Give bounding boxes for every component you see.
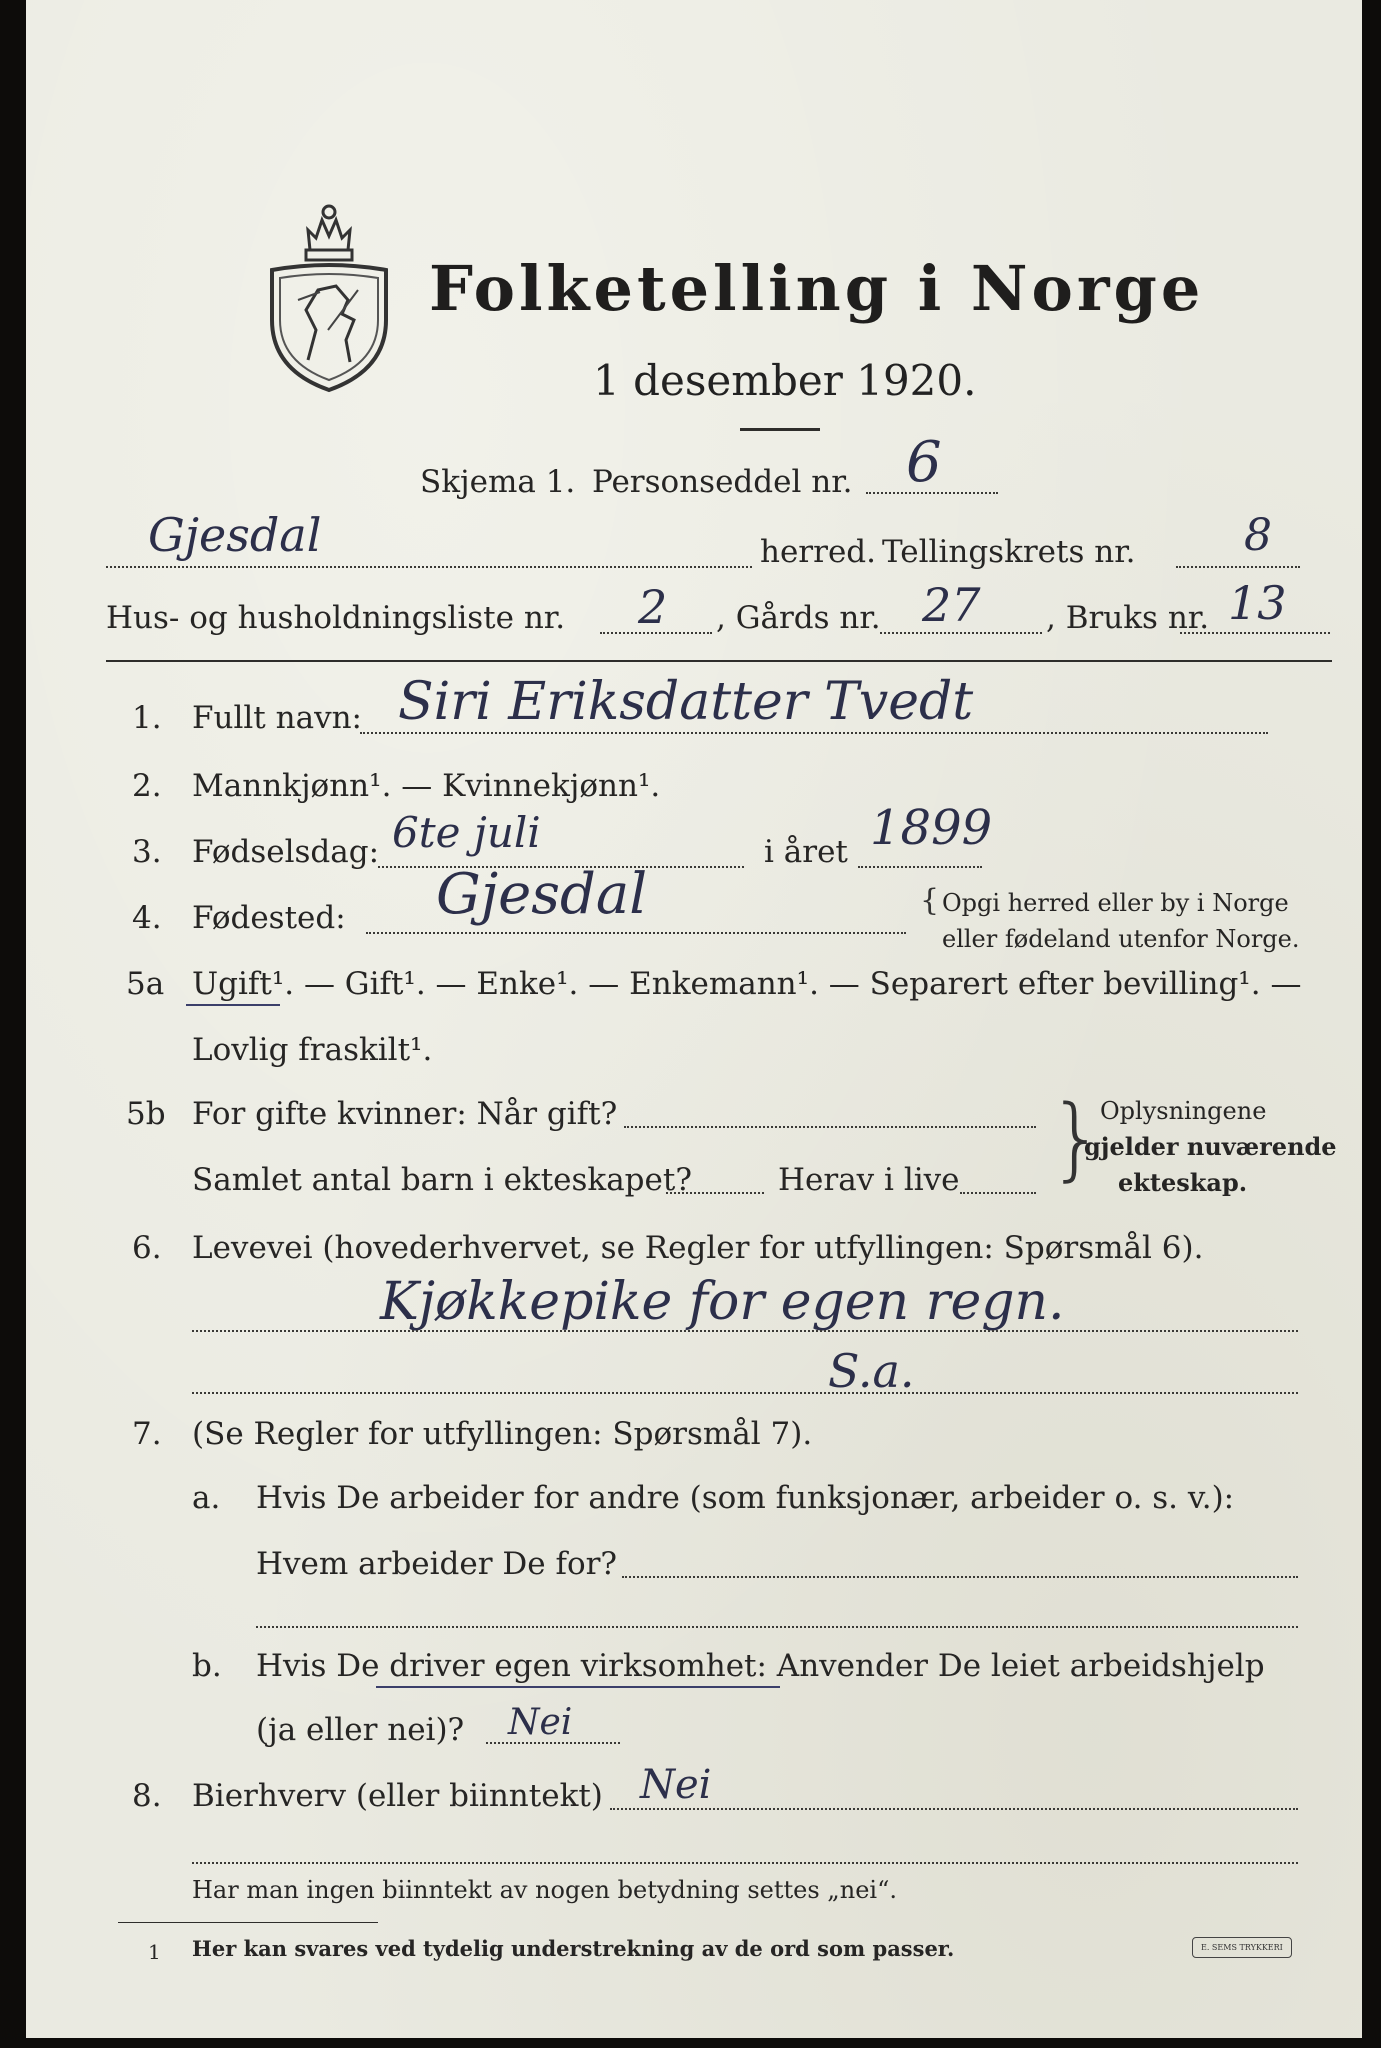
census-form-page xyxy=(26,0,1362,2038)
q3-label: Fødselsdag: xyxy=(192,834,380,870)
form-title: Folketelling i Norge xyxy=(429,252,1205,325)
q5b-note-line1: Oplysningene xyxy=(1100,1097,1267,1125)
q4-note-line1: Opgi herred eller by i Norge xyxy=(942,889,1289,917)
q5b-note-line2: gjelder nuværende xyxy=(1084,1132,1337,1161)
husliste-label: Hus- og husholdningsliste nr. xyxy=(106,600,566,636)
year-label: i året xyxy=(764,834,848,870)
birth-year-value: 1899 xyxy=(870,800,993,856)
birthplace-field[interactable] xyxy=(366,932,906,934)
side-income-field[interactable] xyxy=(610,1808,1298,1810)
q4-note-brace: { xyxy=(920,883,940,918)
birth-year-field[interactable] xyxy=(858,866,982,868)
coat-of-arms-icon xyxy=(258,190,400,400)
herred-field[interactable] xyxy=(106,566,752,568)
bruks-value: 13 xyxy=(1228,576,1287,630)
census-date: 1 desember 1920. xyxy=(593,356,977,405)
title-divider xyxy=(740,428,820,431)
egen-virksomhet-underline xyxy=(376,1686,780,1688)
q4-note-line2: eller fødeland utenfor Norge. xyxy=(942,925,1300,953)
q5b-alive-label: Herav i live xyxy=(778,1162,960,1198)
birthplace-value: Gjesdal xyxy=(436,862,648,927)
gards-label: , Gårds nr. xyxy=(716,600,881,636)
q2-sex-options: Mannkjønn¹. — Kvinnekjønn¹. xyxy=(192,768,661,804)
q5b-note-line3: ekteskap. xyxy=(1118,1168,1248,1197)
printer-stamp: E. SEMS TRYKKERI xyxy=(1192,1937,1292,1958)
q4-label: Fødested: xyxy=(192,900,346,936)
gards-value: 27 xyxy=(922,578,981,632)
tellingskrets-value: 8 xyxy=(1244,510,1272,561)
birthday-value: 6te juli xyxy=(392,808,541,857)
q7a-letter: a. xyxy=(192,1480,221,1516)
q8-number: 8. xyxy=(132,1778,162,1814)
q3-number: 3. xyxy=(132,834,162,870)
herred-value: Gjesdal xyxy=(148,508,322,562)
occupation-field-line1[interactable] xyxy=(192,1330,1298,1332)
footer-divider xyxy=(118,1922,378,1923)
q5b-number: 5b xyxy=(126,1096,166,1132)
q7-number: 7. xyxy=(132,1416,162,1452)
skjema-label: Skjema 1. xyxy=(420,464,576,500)
occupation-value-line2: S.a. xyxy=(828,1344,915,1398)
q7b-letter: b. xyxy=(192,1648,222,1684)
ugift-underline xyxy=(186,1004,280,1006)
tellingskrets-label: Tellingskrets nr. xyxy=(882,534,1136,570)
q2-number: 2. xyxy=(132,768,162,804)
q7b-line2: (ja eller nei)? xyxy=(256,1712,465,1748)
tellingskrets-field[interactable] xyxy=(1176,566,1300,568)
q5b-children-label: Samlet antal barn i ekteskapet? xyxy=(192,1162,692,1198)
bruks-field[interactable] xyxy=(1180,632,1330,634)
gards-field[interactable] xyxy=(880,632,1042,634)
occupation-value-line1: Kjøkkepike for egen regn. xyxy=(380,1272,1065,1332)
footnote-number: 1 xyxy=(148,1940,161,1964)
q5b-line1: For gifte kvinner: Når gift? xyxy=(192,1096,618,1132)
q8-label: Bierhverv (eller biinntekt) xyxy=(192,1778,603,1814)
q1-number: 1. xyxy=(132,700,162,736)
personseddel-value: 6 xyxy=(906,430,942,495)
q5a-number: 5a xyxy=(126,966,165,1002)
husliste-value: 2 xyxy=(638,580,668,634)
q7a-line1: Hvis De arbeider for andre (som funksjonær, arbeider o. s. v.): xyxy=(256,1480,1235,1516)
header-divider xyxy=(106,660,1332,662)
married-date-field[interactable] xyxy=(624,1126,1036,1128)
herred-label: herred. xyxy=(760,534,876,570)
side-income-value: Nei xyxy=(640,1762,712,1808)
q5a-line2: Lovlig fraskilt¹. xyxy=(192,1032,433,1068)
q7-label: (Se Regler for utfyllingen: Spørsmål 7). xyxy=(192,1416,813,1452)
q1-label: Fullt navn: xyxy=(192,700,362,736)
employer-field-line1[interactable] xyxy=(622,1576,1298,1578)
q7a-line2: Hvem arbeider De for? xyxy=(256,1546,618,1582)
employer-field-line2[interactable] xyxy=(256,1626,1298,1628)
q5a-marital-options: Ugift¹. — Gift¹. — Enke¹. — Enkemann¹. — Separert efter bevilling¹. — xyxy=(192,966,1302,1002)
footnote-text: Her kan svares ved tydelig understrekning av de ord som passer. xyxy=(192,1936,955,1961)
q6-number: 6. xyxy=(132,1230,162,1266)
full-name-value: Siri Eriksdatter Tvedt xyxy=(398,672,974,732)
children-total-field[interactable] xyxy=(666,1192,764,1194)
hired-help-value: Nei xyxy=(508,1702,573,1743)
children-alive-field[interactable] xyxy=(960,1192,1036,1194)
full-name-field[interactable] xyxy=(360,732,1268,734)
q7b-line1: Hvis De driver egen virksomhet: Anvender De leiet arbeidshjelp xyxy=(256,1648,1265,1684)
q4-number: 4. xyxy=(132,900,162,936)
side-income-field-line2[interactable] xyxy=(192,1862,1298,1864)
bottom-note: Har man ingen biinntekt av nogen betydning settes „nei“. xyxy=(192,1876,897,1904)
q6-label: Levevei (hovederhvervet, se Regler for utfyllingen: Spørsmål 6). xyxy=(192,1230,1204,1266)
occupation-field-line2[interactable] xyxy=(192,1392,1298,1394)
q5b-note-brace: } xyxy=(1048,1086,1106,1191)
bruks-label: , Bruks nr. xyxy=(1046,600,1210,636)
personseddel-label: Personseddel nr. xyxy=(592,464,853,500)
